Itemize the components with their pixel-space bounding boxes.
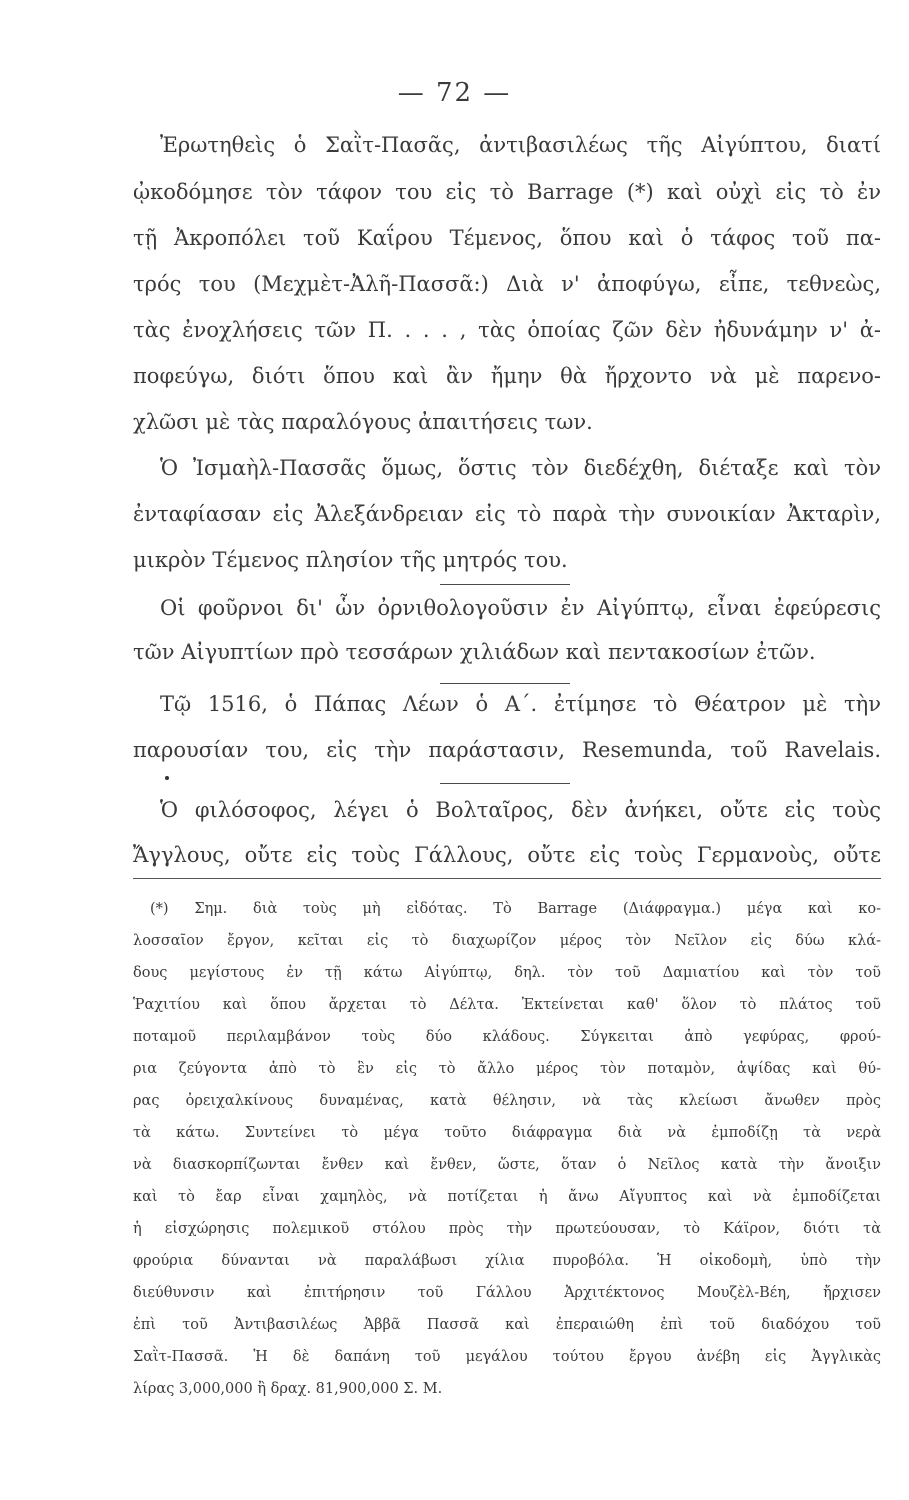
footnote-line: διεύθυνσιν καὶ ἐπιτήρησιν τοῦ Γάλλου Ἀρχιτέκτονος Μουζὲλ-Βέη, ἤρχισεν	[133, 1285, 881, 1301]
footnote-line: Ῥαχιτίου καὶ ὅπου ἄρχεται τὸ Δέλτα. Ἐκτείνεται καθ' ὅλον τὸ πλάτος τοῦ	[133, 997, 881, 1013]
text-line: ᾠκοδόμησε τὸν τάφον του εἰς τὸ Barrage (*) καὶ οὐχὶ εἰς τὸ ἐν	[133, 180, 881, 204]
text-line: τῶν Αἰγυπτίων πρὸ τεσσάρων χιλιάδων καὶ πεντακοσίων ἐτῶν.	[133, 640, 816, 664]
footnote-line: ρας ὀρειχαλκίνους δυναμένας, κατὰ θέλησιν, νὰ τὰς κλείωσι ἄνωθεν πρὸς	[133, 1093, 881, 1109]
footnote-line: λίρας 3,000,000 ἢ δραχ. 81,900,000 Σ. Μ.	[133, 1381, 443, 1397]
footnote-line: τὰ κάτω. Συντείνει τὸ μέγα τοῦτο διάφραγμα διὰ νὰ ἐμποδίζῃ τὰ νερὰ	[133, 1125, 881, 1141]
text-line: Ἐρωτηθεὶς ὁ Σαῒτ-Πασᾶς, ἀντιβασιλέως τῆς Αἰγύπτου, διατί	[160, 133, 881, 157]
text-line: Τῷ 1516, ὁ Πάπας Λέων ὁ Α΄. ἐτίμησε τὸ Θέατρον μὲ τὴν	[160, 692, 881, 716]
footnote-line: δους μεγίστους ἐν τῇ κάτω Αἰγύπτῳ, δηλ. τὸν τοῦ Δαμιατίου καὶ τὸν τοῦ	[133, 965, 881, 981]
text-line: ποφεύγω, διότι ὅπου καὶ ἂν ἤμην θὰ ἤρχοντο νὰ μὲ παρενο-	[133, 364, 881, 388]
ink-speck	[165, 776, 169, 780]
footnote-line: φρούρια δύνανται νὰ παραλάβωσι χίλια πυροβόλα. Ἡ οἰκοδομὴ, ὑπὸ τὴν	[133, 1253, 881, 1269]
text-line: Ὁ Ἰσμαὴλ-Πασσᾶς ὅμως, ὅστις τὸν διεδέχθη, διέταξε καὶ τὸν	[160, 456, 881, 480]
text-line: Οἱ φοῦρνοι δι' ὧν ὀρνιθολογοῦσιν ἐν Αἰγύπτῳ, εἶναι ἐφεύρεσις	[160, 596, 881, 620]
footnote-line: λοσσαῖον ἔργον, κεῖται εἰς τὸ διαχωρίζον μέρος τὸν Νεῖλον εἰς δύω κλά-	[133, 933, 881, 949]
footnote-line: νὰ διασκορπίζωνται ἔνθεν καὶ ἔνθεν, ὥστε, ὅταν ὁ Νεῖλος κατὰ τὴν ἄνοιξιν	[133, 1157, 881, 1173]
footnote-line: (*) Σημ. διὰ τοὺς μὴ εἰδότας. Τὸ Barrage (Διάφραγμα.) μέγα καὶ κο-	[150, 901, 881, 917]
section-divider	[440, 584, 570, 585]
text-line: χλῶσι μὲ τὰς παραλόγους ἀπαιτήσεις των.	[133, 410, 593, 434]
text-line: ἐνταφίασαν εἰς Ἀλεξάνδρειαν εἰς τὸ παρὰ τὴν συνοικίαν Ἀκταρὶν,	[133, 502, 881, 526]
footnote-line: καὶ τὸ ἔαρ εἶναι χαμηλὸς, νὰ ποτίζεται ἡ ἄνω Αἴγυπτος καὶ νὰ ἐμποδίζεται	[133, 1189, 881, 1205]
footnote-line: Σαῒτ-Πασσᾶ. Ἡ δὲ δαπάνη τοῦ μεγάλου τούτου ἔργου ἀνέβη εἰς Ἀγγλικὰς	[133, 1349, 881, 1365]
text-line: τὰς ἐνοχλήσεις τῶν Π. . . . , τὰς ὁποίας ζῶν δὲν ἠδυνάμην ν' ἀ-	[133, 318, 881, 342]
text-line: παρουσίαν του, εἰς τὴν παράστασιν, Resemunda, τοῦ Ravelais.	[133, 738, 881, 762]
footnote-line: ἐπὶ τοῦ Ἀντιβασιλέως Ἀββᾶ Πασσᾶ καὶ ἐπεραιώθη ἐπὶ τοῦ διαδόχου τοῦ	[133, 1317, 881, 1333]
text-line: μικρὸν Τέμενος πλησίον τῆς μητρός του.	[133, 548, 568, 572]
page-number: — 72 —	[397, 78, 512, 108]
text-line: Ὁ φιλόσοφος, λέγει ὁ Βολταῖρος, δὲν ἀνήκει, οὔτε εἰς τοὺς	[160, 798, 881, 822]
text-line: τρός του (Μεχμὲτ-Ἀλῆ-Πασσᾶ:) Διὰ ν' ἀποφύγω, εἶπε, τεθνεὼς,	[133, 272, 881, 296]
text-line: τῇ Ἀκροπόλει τοῦ Καΐρου Τέμενος, ὅπου καὶ ὁ τάφος τοῦ πα-	[133, 226, 881, 250]
text-line: Ἄγγλους, οὔτε εἰς τοὺς Γάλλους, οὔτε εἰς τοὺς Γερμανοὺς, οὔτε	[133, 843, 881, 867]
footnote-line: ποταμοῦ περιλαμβάνον τοὺς δύο κλάδους. Σύγκειται ἀπὸ γεφύρας, φρού-	[133, 1029, 881, 1045]
footnote-separator	[133, 878, 881, 879]
section-divider	[440, 783, 570, 784]
section-divider	[440, 683, 570, 684]
footnote-line: ρια ζεύγοντα ἀπὸ τὸ ἓν εἰς τὸ ἄλλο μέρος τὸν ποταμὸν, ἀψίδας καὶ θύ-	[133, 1061, 881, 1077]
footnote-line: ἡ εἰσχώρησις πολεμικοῦ στόλου πρὸς τὴν πρωτεύουσαν, τὸ Κάϊρον, διότι τὰ	[133, 1221, 881, 1237]
